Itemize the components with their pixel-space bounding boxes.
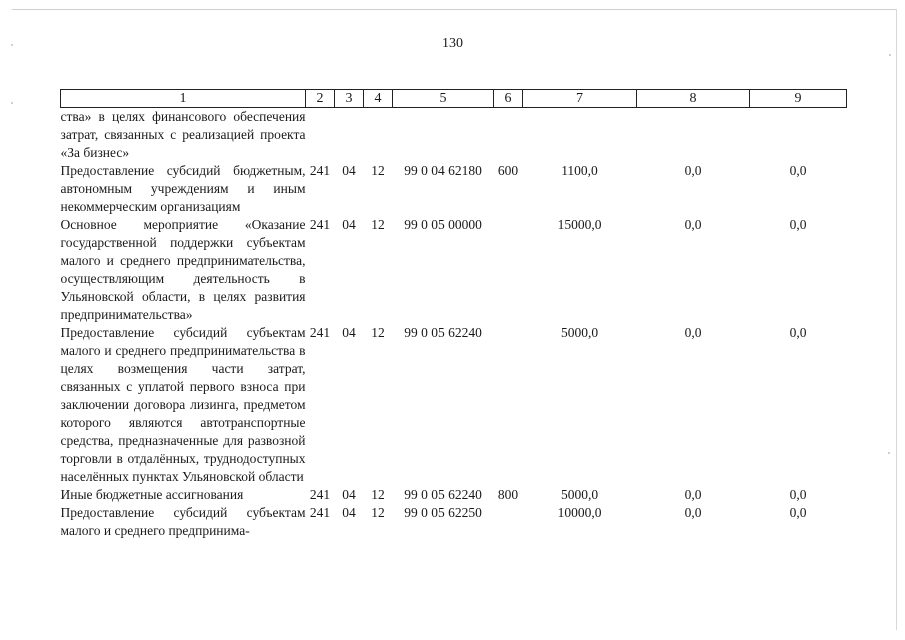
row-target-code: 99 0 04 62180 xyxy=(404,163,482,178)
row-expense-type xyxy=(494,216,523,324)
page-top-edge xyxy=(12,9,897,10)
table-row xyxy=(61,504,847,540)
row-admin-code: 241 xyxy=(309,217,331,232)
scan-speck xyxy=(11,102,13,104)
row-section xyxy=(335,108,364,163)
row-subsection: 12 xyxy=(371,217,385,232)
row-amount-1 xyxy=(523,108,637,163)
row-amount-1: 5000,0 xyxy=(560,325,599,340)
header-col-1: 1 xyxy=(61,90,306,108)
row-amount-3: 0,0 xyxy=(789,217,807,232)
header-col-6: 6 xyxy=(494,90,523,108)
row-name: Основное мероприятие «Оказание государственной поддержки субъектам малого и среднего предпринимательства, осуществляющим деятельность в Ульяновской области, в целях развития предпринимательства» xyxy=(60,217,306,322)
table-row xyxy=(61,162,847,216)
row-amount-1: 15000,0 xyxy=(557,217,602,232)
row-target-code: 99 0 05 62240 xyxy=(404,325,482,340)
row-amount-1: 1100,0 xyxy=(561,163,598,178)
row-amount-2: 0,0 xyxy=(684,325,702,340)
scan-speck xyxy=(888,452,890,454)
row-name: Предоставление субсидий субъектам малого и среднего предпринима- xyxy=(60,505,306,538)
row-target-code: 99 0 05 00000 xyxy=(404,217,482,232)
row-amount-3 xyxy=(750,108,847,163)
scan-speck xyxy=(889,54,891,56)
row-target-code: 99 0 05 62240 xyxy=(404,487,482,502)
header-col-7: 7 xyxy=(523,90,637,108)
header-col-5: 5 xyxy=(393,90,494,108)
header-col-2: 2 xyxy=(306,90,335,108)
row-name: Предоставление субсидий субъектам малого и среднего предпринимательства в целях возмещения части затрат, связанных с уплатой первого взноса при заключении договора лизинга, предметом которого являются автотранспортные средства, предназначенные для развозной торговли в отдалённых, труднодоступных населённых пунктах Ульяновской области xyxy=(60,325,306,484)
header-col-8: 8 xyxy=(637,90,750,108)
row-subsection: 12 xyxy=(371,163,385,178)
row-expense-type: 600 xyxy=(497,163,519,178)
row-name: Иные бюджетные ассигнования xyxy=(60,487,244,502)
row-admin-code xyxy=(306,108,335,163)
page-number: 130 xyxy=(442,36,463,51)
row-amount-2: 0,0 xyxy=(684,505,702,520)
row-subsection: 12 xyxy=(371,505,385,520)
row-target-code xyxy=(393,108,494,163)
row-expense-type: 800 xyxy=(497,487,519,502)
row-admin-code: 241 xyxy=(309,505,331,520)
row-expense-type xyxy=(494,324,523,486)
row-amount-3: 0,0 xyxy=(789,163,807,178)
header-col-3: 3 xyxy=(335,90,364,108)
table-row xyxy=(61,216,847,324)
row-section: 04 xyxy=(342,325,356,340)
row-subsection: 12 xyxy=(371,487,385,502)
row-admin-code: 241 xyxy=(309,325,331,340)
row-amount-2: 0,0 xyxy=(684,163,702,178)
row-admin-code: 241 xyxy=(309,487,331,502)
row-name: Предоставление субсидий бюджетным, автономным учреждениям и иным некоммерческим организациям xyxy=(60,163,306,214)
table-row xyxy=(61,108,847,163)
row-name: ства» в целях финансового обеспечения затрат, связанных с реализацией проекта «За бизнес» xyxy=(60,109,306,160)
row-amount-3: 0,0 xyxy=(789,505,807,520)
row-amount-2: 0,0 xyxy=(684,217,702,232)
row-section: 04 xyxy=(342,505,356,520)
row-amount-1: 10000,0 xyxy=(557,505,602,520)
row-amount-1: 5000,0 xyxy=(560,487,599,502)
header-col-9: 9 xyxy=(750,90,847,108)
header-col-4: 4 xyxy=(364,90,393,108)
page-right-edge xyxy=(896,9,897,630)
row-section: 04 xyxy=(342,487,356,502)
row-expense-type xyxy=(494,108,523,163)
table-row xyxy=(61,324,847,486)
budget-table xyxy=(60,89,847,540)
row-subsection: 12 xyxy=(371,325,385,340)
header-row xyxy=(61,90,847,108)
table-row xyxy=(61,486,847,504)
row-amount-2 xyxy=(637,108,750,163)
row-amount-3: 0,0 xyxy=(789,325,807,340)
row-subsection xyxy=(364,108,393,163)
row-amount-3: 0,0 xyxy=(789,487,807,502)
row-admin-code: 241 xyxy=(309,163,331,178)
row-section: 04 xyxy=(342,217,356,232)
row-amount-2: 0,0 xyxy=(684,487,702,502)
row-expense-type xyxy=(494,504,523,540)
row-target-code: 99 0 05 62250 xyxy=(404,505,482,520)
scan-speck xyxy=(11,44,13,46)
row-section: 04 xyxy=(342,163,356,178)
